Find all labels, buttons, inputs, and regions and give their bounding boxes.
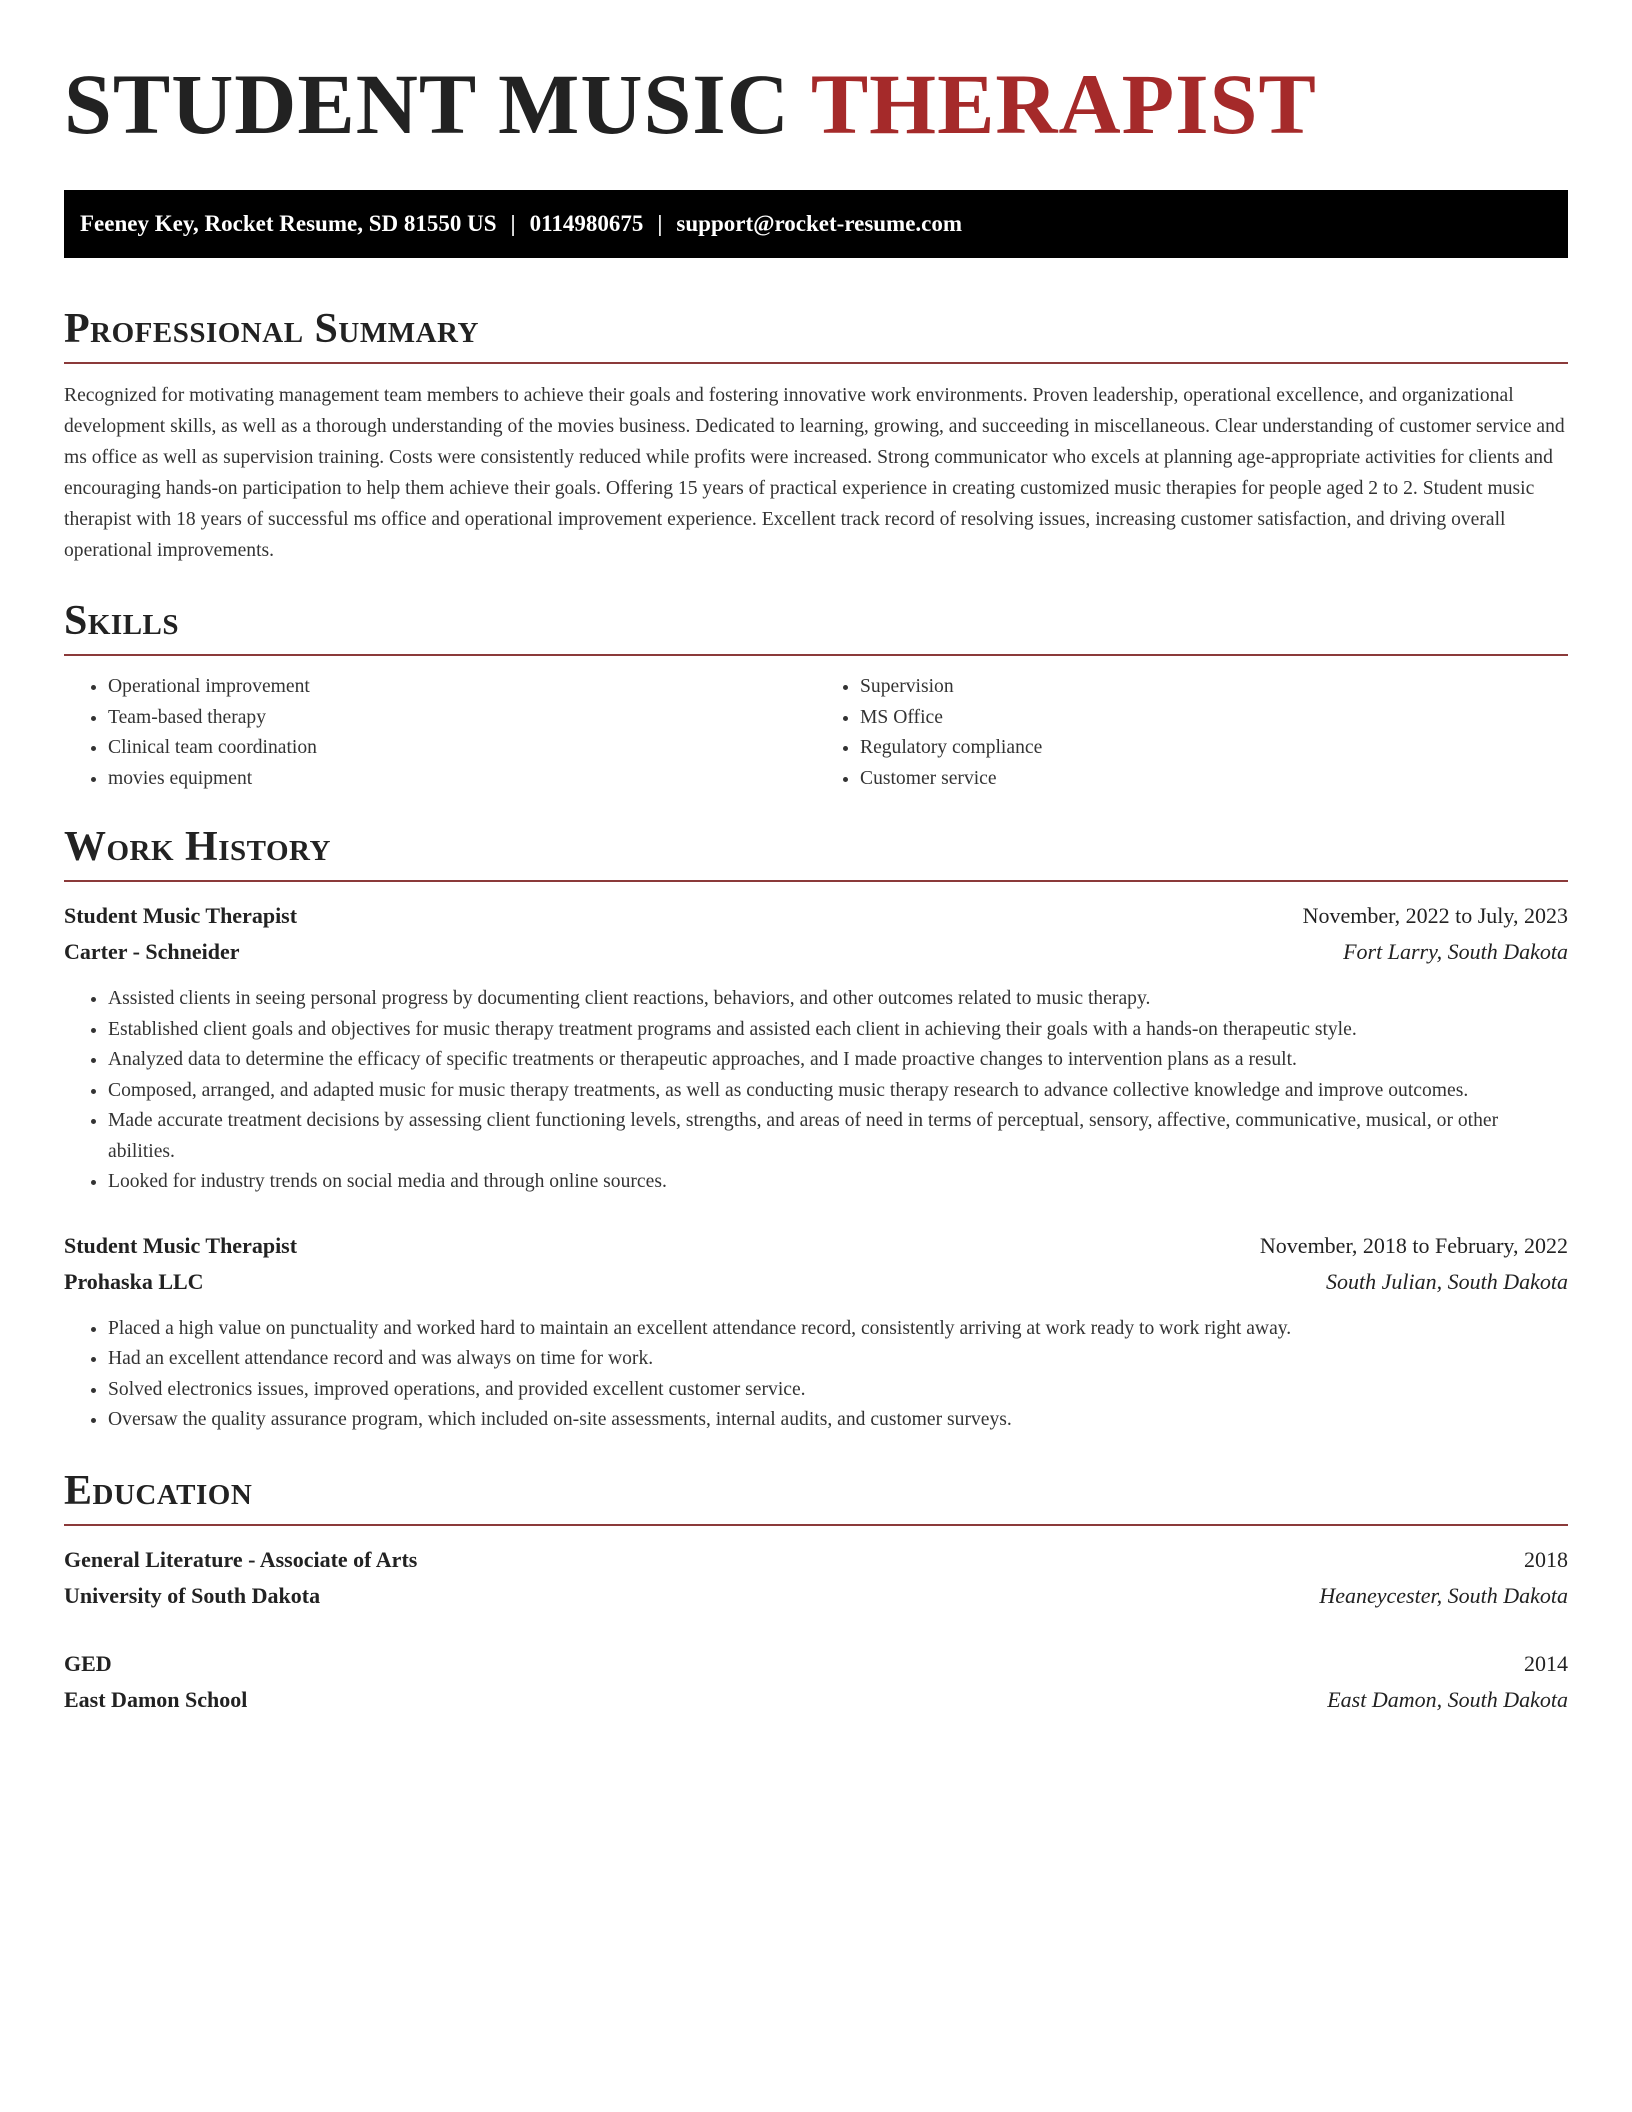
- education-section: [64, 1466, 1568, 1718]
- job-title: Student Music Therapist: [64, 903, 298, 928]
- section-divider: [64, 1524, 1568, 1526]
- education-entry: [64, 1646, 1568, 1718]
- skills-list: [64, 672, 1568, 794]
- education-header-row: [64, 1542, 1568, 1578]
- section-heading-education: Education: [64, 1467, 253, 1514]
- summary-text: Recognized for motivating management team members to achieve their goals and fostering innovative work environments. Proven leadership, operational excellence, and organizational development skills, as well as a thorough understanding of the movies business. Dedicated to learning, growing, and succeeding in miscellaneous. Clear understanding of customer service and ms office as well as supervision training. Costs were consistently reduced while profits were increased. Strong communicator who excels at planning age-appropriate activities for clients and encouraging hands-on participation to help them achieve their goals. Offering 15 years of practical experience in creating customized music therapies for people aged 2 to 2. Student music therapist with 18 years of successful ms office and operational improvement experience. Excellent track record of resolving issues, increasing customer satisfaction, and driving overall operational improvements.: [64, 385, 1565, 561]
- title-main: STUDENT MUSIC: [64, 56, 790, 152]
- job-company: Carter - Schneider: [64, 939, 240, 964]
- education-location: East Damon, South Dakota: [1327, 1686, 1568, 1712]
- education-school: University of South Dakota: [64, 1582, 321, 1608]
- work-history-section: [64, 822, 1568, 1436]
- education-school-row: [64, 1578, 1568, 1614]
- job-entry: [64, 1228, 1568, 1436]
- job-bullet: • Looked for industry trends on social media and through online sources.: [108, 1167, 1568, 1198]
- skill-item: • movies equipment: [108, 764, 816, 795]
- job-bullet: • Composed, arranged, and adapted music for music therapy treatments, as well as conducting music therapy research to advance collective knowledge and improve outcomes.: [108, 1076, 1568, 1107]
- skill-item: • Customer service: [860, 764, 1568, 795]
- job-bullet: • Oversaw the quality assurance program, which included on-site assessments, internal audits, and customer surveys.: [108, 1405, 1568, 1436]
- education-year: 2014: [1524, 1650, 1568, 1676]
- section-divider: [64, 362, 1568, 364]
- section-heading-summary: Professional Summary: [64, 306, 479, 352]
- job-bullet: • Solved electronics issues, improved operations, and provided excellent customer service.: [108, 1375, 1568, 1406]
- job-dates: November, 2022 to July, 2023: [1302, 903, 1568, 928]
- job-bullet: • Assisted clients in seeing personal progress by documenting client reactions, behaviors, and other outcomes related to music therapy.: [108, 984, 1568, 1015]
- education-school: East Damon School: [64, 1686, 248, 1712]
- contact-address: Feeney Key, Rocket Resume, SD 81550 US: [80, 211, 497, 236]
- job-bullet: • Had an excellent attendance record and was always on time for work.: [108, 1344, 1568, 1375]
- section-divider: [64, 654, 1568, 656]
- summary-section: [64, 304, 1568, 566]
- job-bullets: [64, 1314, 1568, 1436]
- education-entry: [64, 1542, 1568, 1614]
- contact-bar: [64, 190, 1568, 258]
- contact-email: support@rocket-resume.com: [676, 211, 963, 236]
- job-company-row: [64, 934, 1568, 970]
- job-company-row: [64, 1264, 1568, 1300]
- education-school-row: [64, 1682, 1568, 1718]
- job-bullets: [64, 984, 1568, 1198]
- job-header-row: [64, 898, 1568, 934]
- job-header-row: [64, 1228, 1568, 1264]
- section-heading-skills: Skills: [64, 598, 180, 644]
- skills-column-left: [64, 672, 816, 794]
- skill-item: • Operational improvement: [108, 672, 816, 703]
- job-title: Student Music Therapist: [64, 1232, 298, 1258]
- education-degree: General Literature - Associate of Arts: [64, 1546, 418, 1572]
- skill-item: • Regulatory compliance: [860, 733, 1568, 764]
- job-location: Fort Larry, South Dakota: [1343, 939, 1568, 964]
- skill-item: • Team-based therapy: [108, 703, 816, 734]
- skill-item: • Clinical team coordination: [108, 733, 816, 764]
- contact-phone: 0114980675: [529, 211, 644, 236]
- skills-column-right: [816, 672, 1568, 794]
- job-bullet: • Made accurate treatment decisions by assessing client functioning levels, strengths, and areas of need in terms of perceptual, sensory, affective, communicative, musical, or other abilities.: [108, 1106, 1568, 1167]
- skills-section: [64, 596, 1568, 794]
- title-accent: THERAPIST: [810, 56, 1317, 152]
- job-bullet: • Placed a high value on punctuality and worked hard to maintain an excellent attendance record, consistently arriving at work ready to work right away.: [108, 1314, 1568, 1345]
- contact-separator: |: [657, 211, 663, 236]
- section-divider: [64, 880, 1568, 882]
- job-location: South Julian, South Dakota: [1326, 1268, 1568, 1294]
- education-header-row: [64, 1646, 1568, 1682]
- section-heading-work: Work History: [64, 824, 331, 870]
- contact-separator: |: [510, 211, 516, 236]
- education-location: Heaneycester, South Dakota: [1319, 1582, 1568, 1608]
- skill-item: • MS Office: [860, 703, 1568, 734]
- job-bullet: • Analyzed data to determine the efficacy of specific treatments or therapeutic approaches, and I made proactive changes to intervention plans as a result.: [108, 1045, 1568, 1076]
- job-dates: November, 2018 to February, 2022: [1259, 1232, 1568, 1258]
- education-degree: GED: [64, 1650, 112, 1676]
- job-entry: [64, 898, 1568, 1198]
- education-year: 2018: [1524, 1546, 1568, 1572]
- job-bullet: • Established client goals and objectives for music therapy treatment programs and assisted each client in achieving their goals with a hands-on therapeutic style.: [108, 1015, 1568, 1046]
- job-company: Prohaska LLC: [64, 1268, 204, 1294]
- page-title: [64, 56, 1568, 152]
- skill-item: • Supervision: [860, 672, 1568, 703]
